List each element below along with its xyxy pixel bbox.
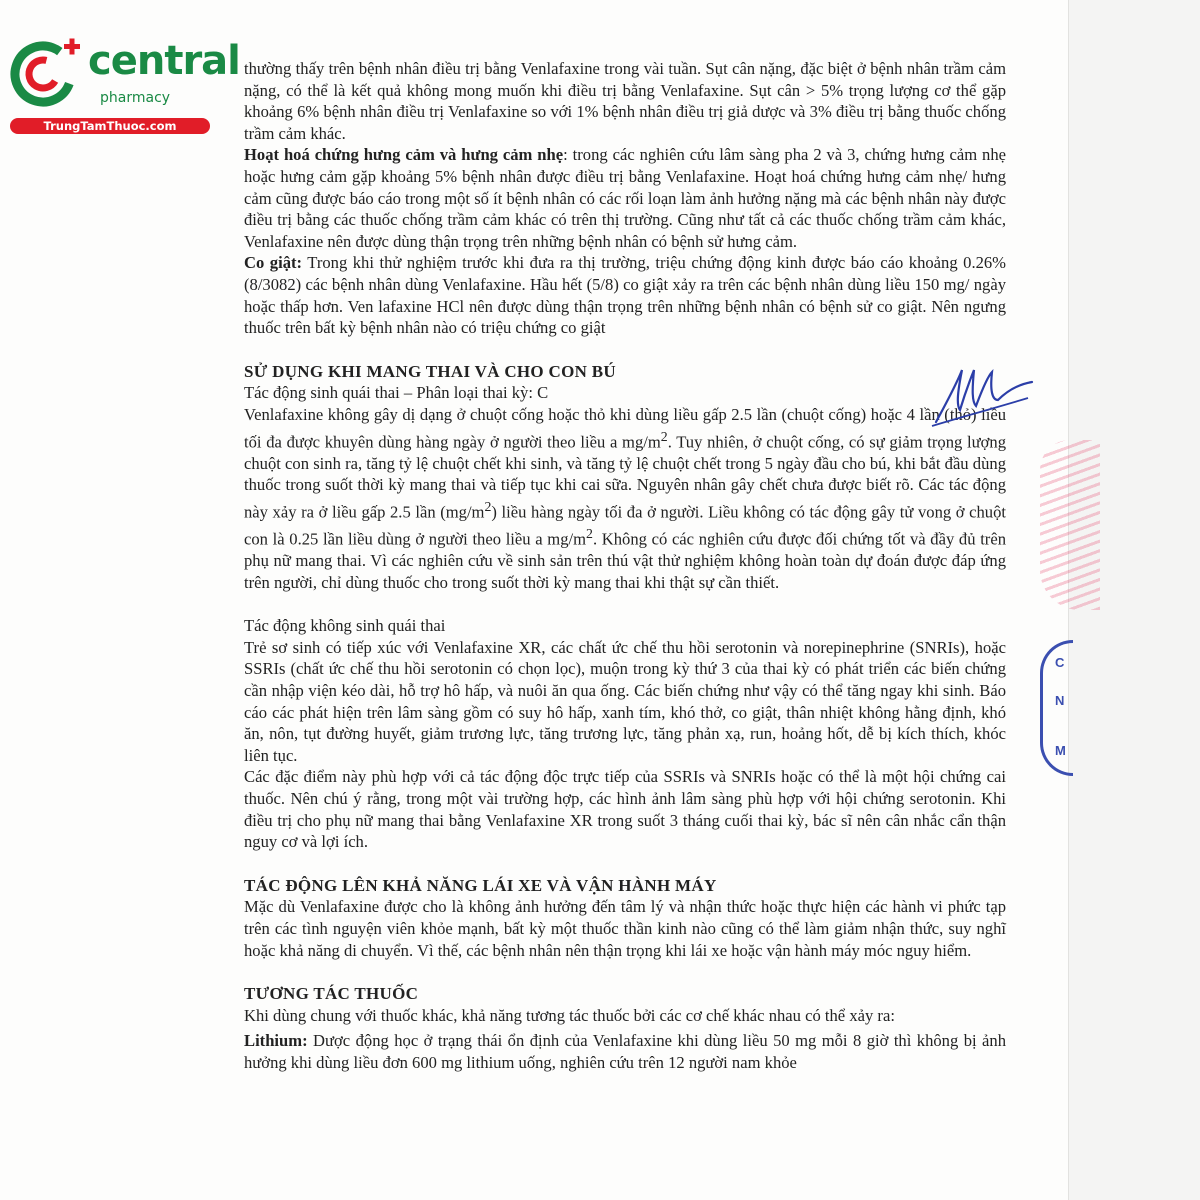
brand-sub: pharmacy: [100, 90, 171, 106]
central-logo-icon: [10, 38, 82, 110]
red-stamp-mark: [1040, 440, 1100, 610]
teratogenic-text-d: . Không có các nghiên cứu được đối chứng tốt và đầy đủ trên phụ nữ mang thai. Vì các nghiên cứu về sinh sản trên thú vật thử nghiệm không hoàn toàn dự đoán được đáp ứng trên người, chỉ dùng thuốc cho trong suốt thời kỳ mang thai khi thật sự cần thiết.: [244, 529, 1006, 592]
blue-stamp-mark: C N M: [1040, 640, 1073, 776]
teratogenic-text-a: Venlafaxine không gây dị dạng ở chuột cống hoặc thỏ khi dùng liều gấp 2.5 lần (chuột cống) hoặc 4 lần (thỏ) liều tối đa được khuyên dùng hàng ngày ở người theo liều a mg/m: [244, 404, 1006, 452]
teratogenic-text-c: ) liều hàng ngày tối đa ở người. Liều không có tác động gây tử vong ở chuột con là 0.25 lần liều dùng ở người theo liều a mg/m: [244, 502, 1007, 549]
signature-icon: [928, 360, 1038, 430]
paragraph-non-teratogenic-2: Các đặc điểm này phù hợp với cả tác động độc trực tiếp của SSRIs và SNRIs hoặc có thể là một hội chứng cai thuốc. Nên chú ý rằng, trong một vài trường hợp, các hình ảnh lâm sàng phù hợp với hội chứng serotonin. Khi điều trị cho phụ nữ mang thai bằng Venlafaxine XR trong suốt 3 tháng cuối thai kỳ, bác sĩ nên cân nhắc cẩn thận nguy cơ và lợi ích.: [244, 767, 1006, 852]
interaction-intro: Khi dùng chung với thuốc khác, khả năng tương tác thuốc bởi các cơ chế khác nhau có thể xảy ra:: [244, 1005, 895, 1025]
paragraph-weight: thường thấy trên bệnh nhân điều trị bằng Venlafaxine trong vài tuần. Sụt cân nặng, đặc biệt ở bệnh nhân trầm cảm nặng, có thể là kết quả không mong muốn khi điều trị bằng Venlafaxine. Sụt cân > 5% trọng lượng cơ thể gặp khoảng 6% bệnh nhân điều trị Venlafaxine so với 1% bệnh nhân điều trị giả dược và 3% điều trị bằng thuốc chống trầm cảm khác.: [244, 59, 1006, 143]
brand-url[interactable]: TrungTamThuoc.com: [10, 118, 210, 134]
brand-logo[interactable]: [10, 36, 240, 136]
paragraph-mania: [244, 144, 1006, 252]
lithium-text: Dược động học ở trạng thái ổn định của Venlafaxine khi dùng liều 50 mg mỗi 8 giờ thì không bị ảnh hưởng khi dùng liều đơn 600 mg lithium uống, nghiên cứu trên 12 người nam khỏe: [244, 1031, 1006, 1072]
mania-text: : trong các nghiên cứu lâm sàng pha 2 và 3, chứng hưng cảm nhẹ hoặc hưng cảm gặp khoảng 5% bệnh nhân được điều trị bằng Venlafaxine. Hoạt hoá chứng hưng cảm nhẹ/ hưng cảm cũng được báo cáo trong một số ít bệnh nhân có các rối loạn làm ảnh hưởng nặng mà các bệnh nhân này được điều trị bằng các thuốc chống trầm cảm khác có trên thị trường. Cũng như tất cả các thuốc chống trầm cảm khác, Venlafaxine nên được dùng thận trọng trên những bệnh nhân có bệnh sử hưng cảm.: [244, 145, 1006, 251]
non-teratogenic-label: Tác động không sinh quái thai: [244, 616, 446, 636]
seizure-heading: Co giật:: [244, 253, 303, 273]
paragraph-teratogenic: [244, 404, 1006, 593]
driving-title: TÁC ĐỘNG LÊN KHẢ NĂNG LÁI XE VÀ VẬN HÀNH MÁY: [244, 875, 717, 895]
lithium-heading: Lithium:: [244, 1031, 308, 1051]
document-body: [244, 58, 1006, 1074]
superscript: 2: [660, 428, 668, 444]
paragraph-lithium: [244, 1030, 1006, 1073]
mania-heading: Hoạt hoá chứng hưng cảm và hưng cảm nhẹ: [244, 145, 564, 165]
superscript: 2: [484, 498, 492, 514]
interaction-title: TƯƠNG TÁC THUỐC: [244, 984, 419, 1004]
teratogenic-label: Tác động sinh quái thai – Phân loại thai kỳ: C: [244, 383, 549, 403]
superscript: 2: [586, 525, 593, 541]
paragraph-seizure: [244, 252, 1006, 338]
teratogenic-text-b: . Tuy nhiên, ở chuột cống, có sự giảm trọng lượng chuột con sinh ra, tăng tỷ lệ chuột chết khi sinh, và tăng tỷ lệ chuột chết trong 5 ngày đầu cho bú, khi bắt đầu dùng thuốc trong suốt thời kỳ mang thai và tiếp tục khi cai sữa. Nguyên nhân gây chết chưa được biết rõ. Các tác động này xảy ra ở liều gấp 2.5 lần (mg/m: [244, 432, 1006, 522]
paragraph-non-teratogenic: Trẻ sơ sinh có tiếp xúc với Venlafaxine XR, các chất ức chế thu hồi serotonin và norepinephrine (SNRIs), hoặc SSRIs (chất ức chế thu hồi serotonin có chọn lọc), muộn trong kỳ thứ 3 của thai kỳ có phát triển các biến chứng cần nhập viện kéo dài, hỗ trợ hô hấp, và nuôi ăn qua ống. Các biến chứng như vậy có thể tăng ngay khi sinh. Báo cáo các phát hiện trên lâm sàng gồm có suy hô hấp, xanh tím, khó thở, co giật, thân nhiệt không hằng định, khó ăn, nôn, tụt đường huyết, giảm trương lực, tăng trương lực, tăng phản xạ, run, hoảng hốt, dễ bị kích thích, khóc liên tục.: [244, 637, 1006, 765]
paragraph-driving: Mặc dù Venlafaxine được cho là không ảnh hưởng đến tâm lý và nhận thức hoặc thực hiện các hành vi phức tạp trên các tình nguyện viên khỏe mạnh, bất kỳ một thuốc thần kinh nào cũng có thể làm giảm nhận thức, suy nghĩ hoặc khả năng di chuyển. Vì thế, các bệnh nhân nên thận trọng khi lái xe hoặc vận hành máy móc nguy hiểm.: [244, 897, 1006, 960]
brand-name: central: [88, 38, 240, 84]
pregnancy-title: SỬ DỤNG KHI MANG THAI VÀ CHO CON BÚ: [244, 361, 616, 381]
seizure-text: Trong khi thử nghiệm trước khi đưa ra thị trường, triệu chứng động kinh được báo cáo khoảng 0.26% (8/3082) các bệnh nhân dùng Venlafaxine. Hầu hết (5/8) co giật xảy ra trên các bệnh nhân dùng liều 150 mg/ ngày hoặc thấp hơn. Ven lafaxine HCl nên được dùng thận trọng trên những bệnh nhân có bệnh sử co giật. Nên ngưng thuốc trên bất kỳ bệnh nhân nào có triệu chứng co giật: [244, 253, 1007, 338]
